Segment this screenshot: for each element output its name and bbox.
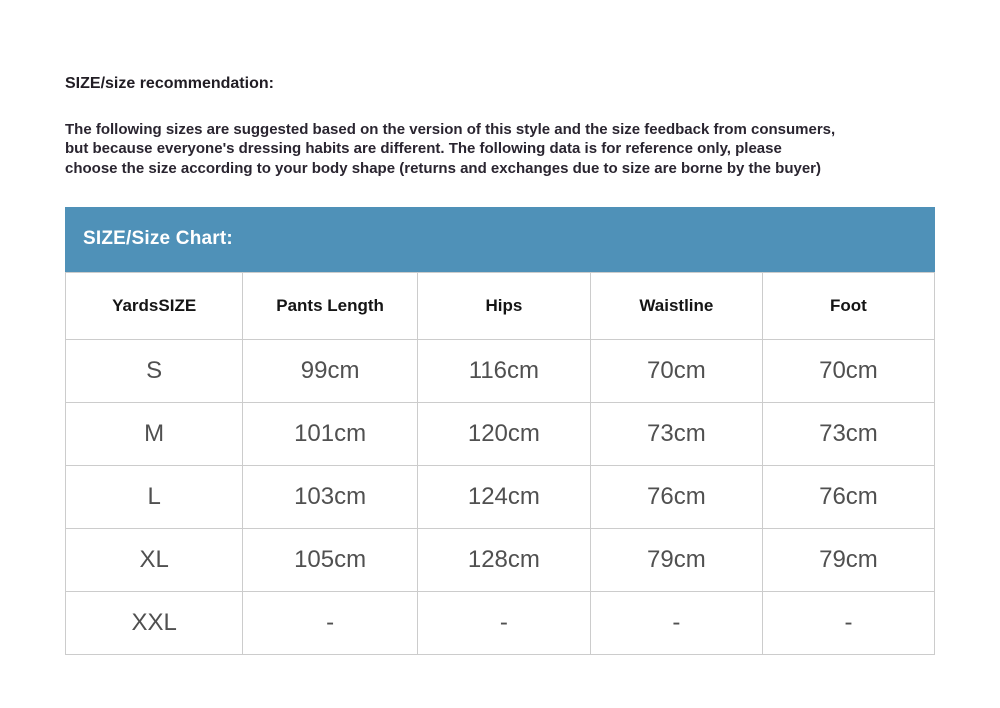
size-cell: M — [66, 402, 243, 465]
value-cell: - — [417, 591, 590, 654]
column-header-waistline: Waistline — [590, 272, 762, 339]
size-cell: S — [66, 339, 243, 402]
value-cell: 103cm — [243, 465, 418, 528]
size-chart-table — [65, 272, 935, 655]
table-row — [66, 339, 935, 402]
size-cell: XXL — [66, 591, 243, 654]
value-cell: 79cm — [590, 528, 762, 591]
size-chart-title: SIZE/Size Chart: — [83, 228, 233, 250]
intro-paragraph-line-2: but because everyone's dressing habits are different. The following data is for reference only, please — [65, 140, 782, 158]
size-chart-title-bar — [65, 207, 935, 272]
value-cell: 73cm — [590, 402, 762, 465]
table-row — [66, 465, 935, 528]
intro-paragraph — [65, 120, 935, 178]
column-header-foot: Foot — [762, 272, 934, 339]
value-cell: 101cm — [243, 402, 418, 465]
size-cell: XL — [66, 528, 243, 591]
column-header-size: YardsSIZE — [66, 272, 243, 339]
value-cell: 120cm — [417, 402, 590, 465]
value-cell: 76cm — [762, 465, 934, 528]
value-cell: 124cm — [417, 465, 590, 528]
column-header-hips: Hips — [417, 272, 590, 339]
intro-paragraph-line-1: The following sizes are suggested based on the version of this style and the size feedback from consumers, — [65, 121, 836, 138]
value-cell: - — [762, 591, 934, 654]
table-row — [66, 402, 935, 465]
value-cell: 73cm — [762, 402, 934, 465]
page-title: SIZE/size recommendation: — [65, 75, 274, 92]
value-cell: 76cm — [590, 465, 762, 528]
value-cell: 99cm — [243, 339, 418, 402]
intro-paragraph-line-3: choose the size according to your body shape (returns and exchanges due to size are borne by the buyer) — [65, 159, 822, 177]
column-header-pants-length: Pants Length — [243, 272, 418, 339]
value-cell: 70cm — [762, 339, 934, 402]
value-cell: 79cm — [762, 528, 934, 591]
value-cell: 105cm — [243, 528, 418, 591]
value-cell: - — [590, 591, 762, 654]
table-header-row — [66, 272, 935, 339]
value-cell: 70cm — [590, 339, 762, 402]
table-row — [66, 591, 935, 654]
value-cell: 128cm — [417, 528, 590, 591]
value-cell: 116cm — [417, 339, 590, 402]
size-cell: L — [66, 465, 243, 528]
value-cell: - — [243, 591, 418, 654]
table-row — [66, 528, 935, 591]
